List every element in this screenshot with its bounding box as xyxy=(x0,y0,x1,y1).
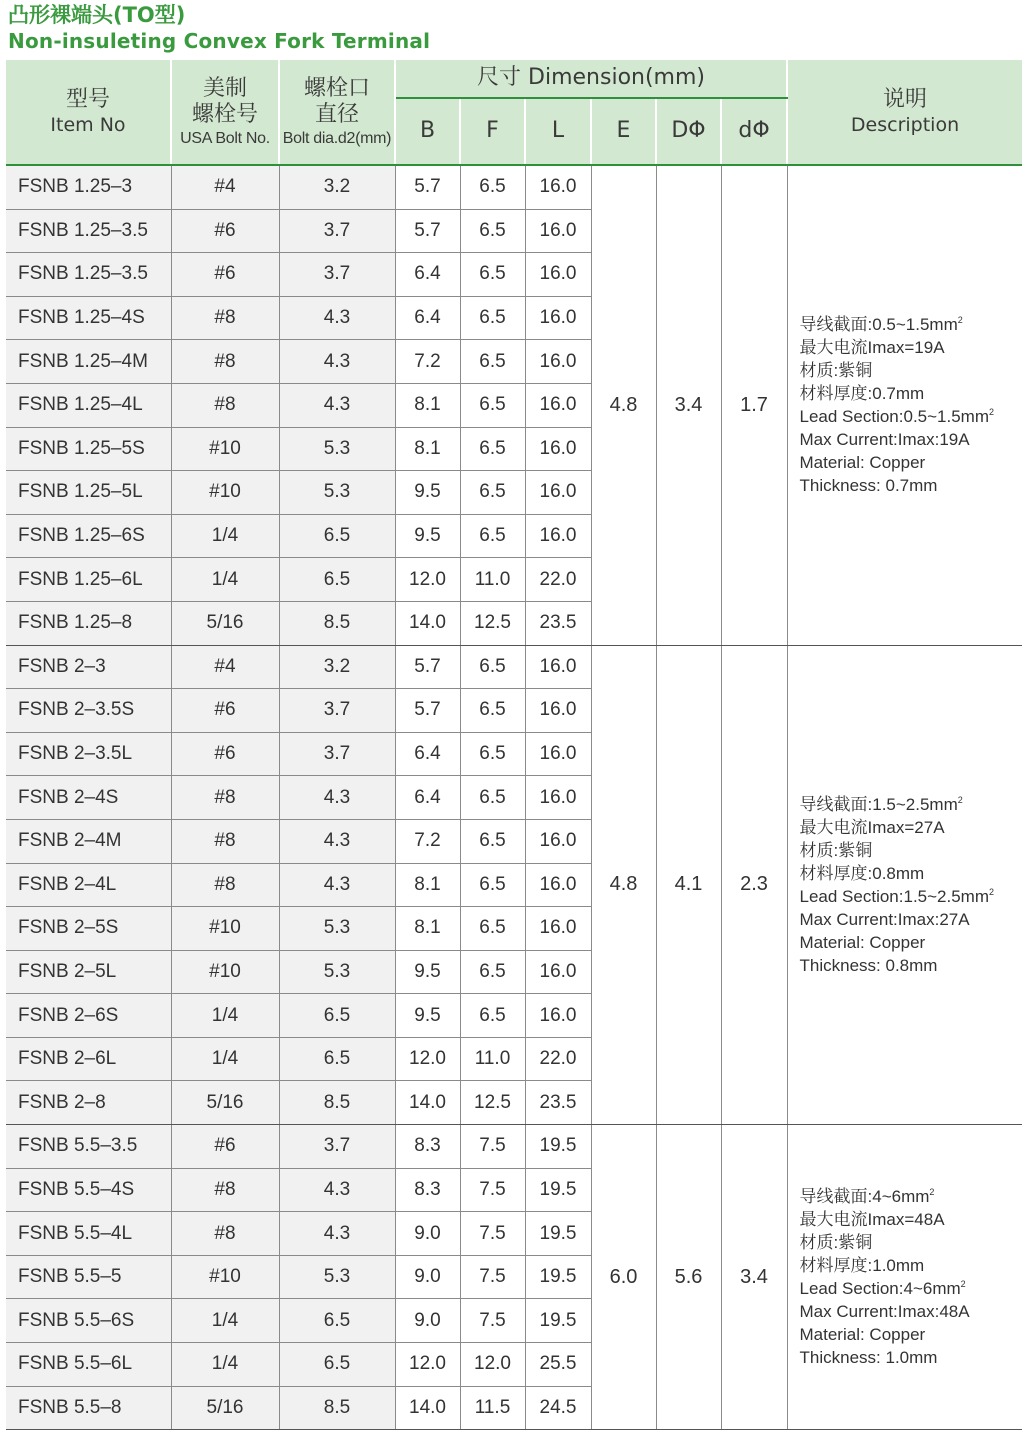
f-cell: 6.5 xyxy=(460,296,525,340)
l-cell: 19.5 xyxy=(525,1255,591,1299)
bolt-cell: 1/4 xyxy=(171,994,279,1038)
b-cell: 5.7 xyxy=(395,165,460,209)
description-cell xyxy=(787,1125,1022,1430)
b-cell: 6.4 xyxy=(395,732,460,776)
f-cell: 6.5 xyxy=(460,950,525,994)
l-cell: 16.0 xyxy=(525,340,591,384)
description-line: Max Current:Imax:19A xyxy=(799,430,970,450)
description-line: 材质:紫铜 xyxy=(799,1233,873,1253)
l-cell: 16.0 xyxy=(525,819,591,863)
description-line: Thickness: 0.8mm xyxy=(799,955,938,975)
l-cell: 16.0 xyxy=(525,209,591,253)
dia-cell: 6.5 xyxy=(279,514,395,558)
l-cell: 16.0 xyxy=(525,950,591,994)
header-bolt-dia: 螺栓口 直径 Bolt dia.d2(mm) xyxy=(279,60,395,165)
b-cell: 9.0 xyxy=(395,1212,460,1256)
f-cell: 6.5 xyxy=(460,994,525,1038)
b-cell: 6.4 xyxy=(395,296,460,340)
item-cell: FSNB 5.5–6S xyxy=(6,1299,171,1343)
item-cell: FSNB 1.25–6S xyxy=(6,514,171,558)
description-line: Thickness: 0.7mm xyxy=(799,476,938,496)
bolt-cell: #8 xyxy=(171,819,279,863)
b-cell: 8.1 xyxy=(395,427,460,471)
description-cell xyxy=(787,165,1022,645)
dia-cell: 3.7 xyxy=(279,732,395,776)
page-title-en: Non-insuleting Convex Fork Terminal xyxy=(8,29,431,53)
f-cell: 12.5 xyxy=(460,601,525,645)
bolt-cell: #4 xyxy=(171,165,279,209)
b-cell: 8.1 xyxy=(395,907,460,951)
description-line: Lead $Section:4\sim 6mm^2$ xyxy=(799,1279,966,1299)
l-cell: 16.0 xyxy=(525,253,591,297)
description-line: Max Current:Imax:27A xyxy=(799,909,970,929)
b-cell: 7.2 xyxy=(395,819,460,863)
description-line: Material: Copper xyxy=(799,453,926,473)
d-inner-value: 1.7 xyxy=(721,165,787,645)
dia-cell: 6.5 xyxy=(279,1299,395,1343)
e-value: 4.8 xyxy=(591,165,656,645)
dia-cell: 4.3 xyxy=(279,776,395,820)
description-line: 导线截面$:1.5\sim 2.5mm^2$ xyxy=(799,794,963,814)
dia-cell: 4.3 xyxy=(279,863,395,907)
item-cell: FSNB 1.25–3.5 xyxy=(6,209,171,253)
description-line: Max Current:Imax:48A xyxy=(799,1302,970,1322)
l-cell: 19.5 xyxy=(525,1299,591,1343)
l-cell: 16.0 xyxy=(525,776,591,820)
b-cell: 9.0 xyxy=(395,1255,460,1299)
l-cell: 22.0 xyxy=(525,1037,591,1081)
description-line: 材料厚度:0.8mm xyxy=(799,863,925,883)
item-cell: FSNB 2–3 xyxy=(6,645,171,689)
description-line: 材质:紫铜 xyxy=(799,840,873,860)
b-cell: 12.0 xyxy=(395,1343,460,1387)
l-cell: 16.0 xyxy=(525,732,591,776)
item-cell: FSNB 2–8 xyxy=(6,1081,171,1125)
header-dimension: 尺寸 Dimension(mm) xyxy=(395,60,787,98)
item-cell: FSNB 1.25–3 xyxy=(6,165,171,209)
description-line: 材料厚度:0.7mm xyxy=(799,384,925,404)
f-cell: 6.5 xyxy=(460,732,525,776)
item-cell: FSNB 5.5–4S xyxy=(6,1168,171,1212)
d-outer-value: 5.6 xyxy=(656,1125,721,1430)
d-outer-value: 4.1 xyxy=(656,645,721,1125)
spec-table-body xyxy=(6,165,1022,1430)
bolt-cell: #8 xyxy=(171,383,279,427)
f-cell: 6.5 xyxy=(460,383,525,427)
header-d-inner: dΦ xyxy=(721,98,787,165)
f-cell: 12.5 xyxy=(460,1081,525,1125)
b-cell: 9.5 xyxy=(395,514,460,558)
b-cell: 9.5 xyxy=(395,994,460,1038)
l-cell: 16.0 xyxy=(525,863,591,907)
description-line: 最大电流Imax=27A xyxy=(799,817,945,837)
description-line: 最大电流Imax=19A xyxy=(799,338,945,358)
item-cell: FSNB 1.25–5S xyxy=(6,427,171,471)
f-cell: 7.5 xyxy=(460,1255,525,1299)
bolt-cell: #8 xyxy=(171,340,279,384)
dia-cell: 6.5 xyxy=(279,994,395,1038)
f-cell: 7.5 xyxy=(460,1125,525,1169)
page-title-zh: 凸形裸端头(TO型) xyxy=(8,3,186,27)
description-cell xyxy=(787,645,1022,1125)
l-cell: 16.0 xyxy=(525,383,591,427)
f-cell: 6.5 xyxy=(460,253,525,297)
f-cell: 6.5 xyxy=(460,645,525,689)
e-value: 6.0 xyxy=(591,1125,656,1430)
f-cell: 6.5 xyxy=(460,514,525,558)
item-cell: FSNB 5.5–6L xyxy=(6,1343,171,1387)
bolt-cell: #4 xyxy=(171,645,279,689)
dia-cell: 5.3 xyxy=(279,907,395,951)
dia-cell: 5.3 xyxy=(279,950,395,994)
item-cell: FSNB 1.25–8 xyxy=(6,601,171,645)
item-cell: FSNB 2–4M xyxy=(6,819,171,863)
description-line: 材质:紫铜 xyxy=(799,361,873,381)
l-cell: 19.5 xyxy=(525,1212,591,1256)
description-line: Material: Copper xyxy=(799,932,926,952)
b-cell: 12.0 xyxy=(395,1037,460,1081)
dia-cell: 5.3 xyxy=(279,427,395,471)
f-cell: 7.5 xyxy=(460,1212,525,1256)
header-l: L xyxy=(525,98,591,165)
f-cell: 6.5 xyxy=(460,209,525,253)
l-cell: 16.0 xyxy=(525,514,591,558)
item-cell: FSNB 5.5–3.5 xyxy=(6,1125,171,1169)
bolt-cell: #8 xyxy=(171,296,279,340)
item-cell: FSNB 1.25–5L xyxy=(6,471,171,515)
b-cell: 5.7 xyxy=(395,689,460,733)
dia-cell: 4.3 xyxy=(279,383,395,427)
f-cell: 6.5 xyxy=(460,165,525,209)
item-cell: FSNB 1.25–3.5 xyxy=(6,253,171,297)
dia-cell: 3.7 xyxy=(279,689,395,733)
bolt-cell: 1/4 xyxy=(171,514,279,558)
bolt-cell: #10 xyxy=(171,907,279,951)
l-cell: 25.5 xyxy=(525,1343,591,1387)
f-cell: 6.5 xyxy=(460,340,525,384)
item-cell: FSNB 1.25–4L xyxy=(6,383,171,427)
bolt-cell: #8 xyxy=(171,863,279,907)
item-cell: FSNB 1.25–4S xyxy=(6,296,171,340)
b-cell: 14.0 xyxy=(395,1081,460,1125)
bolt-cell: 5/16 xyxy=(171,601,279,645)
bolt-cell: #6 xyxy=(171,209,279,253)
dia-cell: 3.7 xyxy=(279,253,395,297)
l-cell: 16.0 xyxy=(525,165,591,209)
terminal-spec-table xyxy=(6,60,1022,1430)
f-cell: 11.0 xyxy=(460,558,525,602)
f-cell: 6.5 xyxy=(460,471,525,515)
b-cell: 9.5 xyxy=(395,950,460,994)
b-cell: 5.7 xyxy=(395,645,460,689)
bolt-cell: #6 xyxy=(171,689,279,733)
dia-cell: 4.3 xyxy=(279,340,395,384)
dia-cell: 3.2 xyxy=(279,165,395,209)
dia-cell: 4.3 xyxy=(279,1168,395,1212)
d-inner-value: 2.3 xyxy=(721,645,787,1125)
bolt-cell: 5/16 xyxy=(171,1081,279,1125)
header-f: F xyxy=(460,98,525,165)
bolt-cell: #10 xyxy=(171,471,279,515)
l-cell: 23.5 xyxy=(525,1081,591,1125)
b-cell: 8.3 xyxy=(395,1168,460,1212)
item-cell: FSNB 2–3.5L xyxy=(6,732,171,776)
bolt-cell: #6 xyxy=(171,1125,279,1169)
l-cell: 19.5 xyxy=(525,1125,591,1169)
dia-cell: 6.5 xyxy=(279,1343,395,1387)
item-cell: FSNB 2–5L xyxy=(6,950,171,994)
l-cell: 16.0 xyxy=(525,645,591,689)
item-cell: FSNB 1.25–6L xyxy=(6,558,171,602)
b-cell: 9.5 xyxy=(395,471,460,515)
l-cell: 24.5 xyxy=(525,1386,591,1430)
header-b: B xyxy=(395,98,460,165)
dia-cell: 8.5 xyxy=(279,1386,395,1430)
b-cell: 5.7 xyxy=(395,209,460,253)
b-cell: 9.0 xyxy=(395,1299,460,1343)
dia-cell: 3.7 xyxy=(279,1125,395,1169)
bolt-cell: #10 xyxy=(171,950,279,994)
bolt-cell: #10 xyxy=(171,427,279,471)
header-usa-bolt: 美制 螺栓号 USA Bolt No. xyxy=(171,60,279,165)
description-line: 材料厚度:1.0mm xyxy=(799,1256,925,1276)
l-cell: 16.0 xyxy=(525,907,591,951)
b-cell: 14.0 xyxy=(395,601,460,645)
bolt-cell: #8 xyxy=(171,1168,279,1212)
f-cell: 6.5 xyxy=(460,863,525,907)
bolt-cell: #8 xyxy=(171,1212,279,1256)
dia-cell: 6.5 xyxy=(279,1037,395,1081)
b-cell: 8.1 xyxy=(395,863,460,907)
d-inner-value: 3.4 xyxy=(721,1125,787,1430)
item-cell: FSNB 2–6S xyxy=(6,994,171,1038)
description-line: Lead $Section:1.5\sim 2.5mm^2$ xyxy=(799,886,995,906)
bolt-cell: 1/4 xyxy=(171,558,279,602)
f-cell: 12.0 xyxy=(460,1343,525,1387)
description-line: 导线截面$:0.5\sim 1.5mm^2$ xyxy=(799,315,963,335)
f-cell: 6.5 xyxy=(460,907,525,951)
f-cell: 7.5 xyxy=(460,1168,525,1212)
l-cell: 23.5 xyxy=(525,601,591,645)
dia-cell: 8.5 xyxy=(279,601,395,645)
description-line: Material: Copper xyxy=(799,1325,926,1345)
table-row xyxy=(6,1125,1022,1169)
description-line: 导线截面$:4\sim 6mm^2$ xyxy=(799,1187,935,1207)
f-cell: 6.5 xyxy=(460,689,525,733)
item-cell: FSNB 5.5–8 xyxy=(6,1386,171,1430)
header-item-no: 型号 Item No xyxy=(6,60,171,165)
item-cell: FSNB 2–4S xyxy=(6,776,171,820)
dia-cell: 8.5 xyxy=(279,1081,395,1125)
header-description: 说明 Description xyxy=(787,60,1022,165)
item-cell: FSNB 5.5–5 xyxy=(6,1255,171,1299)
l-cell: 16.0 xyxy=(525,689,591,733)
description-line: Lead $Section:0.5\sim 1.5mm^2$ xyxy=(799,407,995,427)
table-row xyxy=(6,165,1022,209)
b-cell: 8.3 xyxy=(395,1125,460,1169)
header-d-outer: DΦ xyxy=(656,98,721,165)
dia-cell: 4.3 xyxy=(279,1212,395,1256)
f-cell: 6.5 xyxy=(460,819,525,863)
description-line: 最大电流Imax=48A xyxy=(799,1210,945,1230)
dia-cell: 4.3 xyxy=(279,819,395,863)
bolt-cell: 1/4 xyxy=(171,1343,279,1387)
l-cell: 16.0 xyxy=(525,471,591,515)
header-e: E xyxy=(591,98,656,165)
d-outer-value: 3.4 xyxy=(656,165,721,645)
dia-cell: 5.3 xyxy=(279,471,395,515)
bolt-cell: #10 xyxy=(171,1255,279,1299)
bolt-cell: 1/4 xyxy=(171,1299,279,1343)
l-cell: 16.0 xyxy=(525,427,591,471)
f-cell: 6.5 xyxy=(460,776,525,820)
dia-cell: 4.3 xyxy=(279,296,395,340)
b-cell: 14.0 xyxy=(395,1386,460,1430)
f-cell: 7.5 xyxy=(460,1299,525,1343)
description-line: Thickness: 1.0mm xyxy=(799,1348,938,1368)
bolt-cell: 5/16 xyxy=(171,1386,279,1430)
b-cell: 12.0 xyxy=(395,558,460,602)
l-cell: 19.5 xyxy=(525,1168,591,1212)
f-cell: 11.0 xyxy=(460,1037,525,1081)
b-cell: 8.1 xyxy=(395,383,460,427)
bolt-cell: #8 xyxy=(171,776,279,820)
l-cell: 16.0 xyxy=(525,994,591,1038)
b-cell: 6.4 xyxy=(395,253,460,297)
f-cell: 6.5 xyxy=(460,427,525,471)
bolt-cell: #6 xyxy=(171,253,279,297)
bolt-cell: 1/4 xyxy=(171,1037,279,1081)
dia-cell: 6.5 xyxy=(279,558,395,602)
item-cell: FSNB 5.5–4L xyxy=(6,1212,171,1256)
dia-cell: 3.7 xyxy=(279,209,395,253)
l-cell: 22.0 xyxy=(525,558,591,602)
item-cell: FSNB 2–3.5S xyxy=(6,689,171,733)
item-cell: FSNB 1.25–4M xyxy=(6,340,171,384)
item-cell: FSNB 2–5S xyxy=(6,907,171,951)
dia-cell: 3.2 xyxy=(279,645,395,689)
b-cell: 7.2 xyxy=(395,340,460,384)
f-cell: 11.5 xyxy=(460,1386,525,1430)
item-cell: FSNB 2–4L xyxy=(6,863,171,907)
item-cell: FSNB 2–6L xyxy=(6,1037,171,1081)
l-cell: 16.0 xyxy=(525,296,591,340)
table-row xyxy=(6,645,1022,689)
bolt-cell: #6 xyxy=(171,732,279,776)
b-cell: 6.4 xyxy=(395,776,460,820)
e-value: 4.8 xyxy=(591,645,656,1125)
dia-cell: 5.3 xyxy=(279,1255,395,1299)
